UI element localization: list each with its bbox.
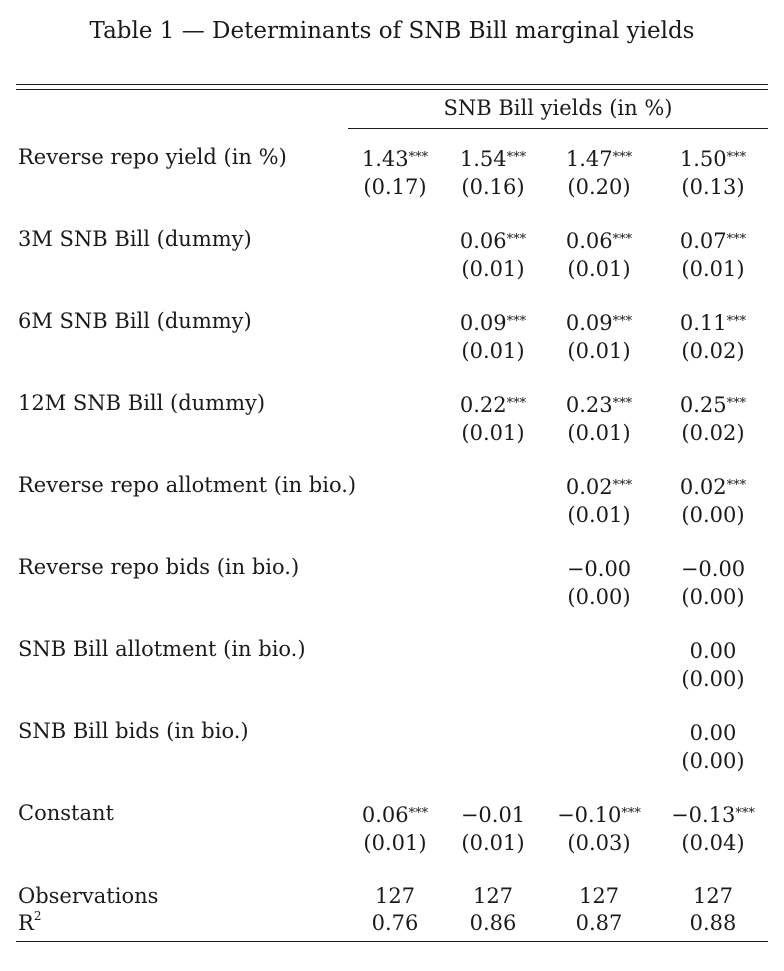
coefficient-cell bbox=[438, 145, 548, 201]
coefficient-line bbox=[544, 391, 654, 419]
coefficient-cell bbox=[658, 719, 768, 775]
coefficient-line bbox=[544, 801, 654, 829]
coefficient-value: 0.25 bbox=[679, 393, 727, 417]
row-label: Reverse repo bids (in bio.) bbox=[18, 555, 300, 579]
significance-stars: *** bbox=[726, 396, 747, 411]
significance-stars: *** bbox=[612, 314, 633, 329]
standard-error: (0.20) bbox=[567, 175, 631, 199]
standard-error: (0.00) bbox=[681, 667, 745, 691]
coefficient-value: 0.00 bbox=[689, 721, 737, 745]
coefficient-cell bbox=[340, 145, 450, 201]
significance-stars: *** bbox=[408, 806, 429, 821]
standard-error: (0.01) bbox=[567, 421, 631, 445]
coefficient-cell bbox=[438, 391, 548, 447]
header-underline bbox=[348, 128, 768, 129]
coefficient-cell bbox=[658, 309, 768, 365]
r-squared-label: $R^2$ bbox=[18, 909, 42, 935]
table-caption: Table 1 — Determinants of SNB Bill marginal yields bbox=[89, 18, 695, 44]
table-row bbox=[0, 719, 784, 779]
coefficient-line bbox=[438, 801, 548, 829]
r-squared-value: 0.76 bbox=[371, 911, 419, 935]
observations-value: 127 bbox=[472, 884, 514, 908]
significance-stars: *** bbox=[726, 232, 747, 247]
coefficient-value: 1.47 bbox=[565, 147, 613, 171]
row-label: Reverse repo yield (in %) bbox=[18, 145, 287, 169]
significance-stars: *** bbox=[621, 806, 641, 821]
standard-error: (0.00) bbox=[681, 749, 745, 773]
top-rule-1 bbox=[16, 84, 768, 85]
bottom-rule bbox=[16, 941, 768, 942]
coefficient-value: 0.22 bbox=[459, 393, 507, 417]
standard-error: (0.02) bbox=[681, 339, 745, 363]
standard-error: (0.16) bbox=[461, 175, 525, 199]
standard-error: (0.00) bbox=[681, 585, 745, 609]
coefficient-cell bbox=[544, 391, 654, 447]
coefficient-cell bbox=[658, 227, 768, 283]
coefficient-line bbox=[658, 637, 768, 665]
table-row bbox=[0, 391, 784, 451]
standard-error: (0.17) bbox=[363, 175, 427, 199]
top-rule-2 bbox=[16, 89, 768, 90]
coefficient-value: 0.06 bbox=[361, 803, 409, 827]
row-label: 6M SNB Bill (dummy) bbox=[18, 309, 252, 333]
significance-stars: *** bbox=[612, 396, 633, 411]
coefficient-cell bbox=[438, 801, 548, 857]
significance-stars: *** bbox=[506, 232, 527, 247]
coefficient-line bbox=[438, 309, 548, 337]
significance-stars: *** bbox=[726, 150, 747, 165]
r-squared-value: 0.88 bbox=[689, 911, 737, 935]
significance-stars: *** bbox=[735, 806, 755, 821]
standard-error: (0.13) bbox=[681, 175, 745, 199]
coefficient-cell bbox=[544, 473, 654, 529]
row-label: Constant bbox=[18, 801, 114, 825]
coefficient-line bbox=[544, 145, 654, 173]
coefficient-line bbox=[658, 145, 768, 173]
table-row bbox=[0, 637, 784, 697]
standard-error: (0.01) bbox=[567, 339, 631, 363]
coefficient-line bbox=[658, 227, 768, 255]
coefficient-line bbox=[658, 473, 768, 501]
significance-stars: *** bbox=[726, 314, 747, 329]
observations-value: 127 bbox=[692, 884, 734, 908]
coefficient-value: 0.23 bbox=[565, 393, 613, 417]
coefficient-line bbox=[658, 719, 768, 747]
standard-error: (0.04) bbox=[681, 831, 745, 855]
coefficient-cell bbox=[658, 637, 768, 693]
coefficient-line bbox=[438, 391, 548, 419]
coefficient-value: 0.00 bbox=[689, 639, 737, 663]
row-label: Reverse repo allotment (in bio.) bbox=[18, 473, 357, 497]
coefficient-value: 0.09 bbox=[459, 311, 507, 335]
coefficient-value: −0.00 bbox=[566, 557, 632, 581]
standard-error: (0.00) bbox=[567, 585, 631, 609]
coefficient-value: −0.01 bbox=[460, 803, 526, 827]
significance-stars: *** bbox=[506, 314, 527, 329]
table-row bbox=[0, 473, 784, 533]
standard-error: (0.01) bbox=[461, 421, 525, 445]
coefficient-cell bbox=[658, 391, 768, 447]
coefficient-cell bbox=[544, 309, 654, 365]
coefficient-value: 1.50 bbox=[679, 147, 727, 171]
table-row bbox=[0, 801, 784, 861]
coefficient-cell bbox=[544, 555, 654, 611]
coefficient-cell bbox=[438, 309, 548, 365]
row-label: 12M SNB Bill (dummy) bbox=[18, 391, 266, 415]
significance-stars: *** bbox=[612, 232, 633, 247]
coefficient-value: 0.02 bbox=[565, 475, 613, 499]
coefficient-cell bbox=[658, 555, 768, 611]
coefficient-line bbox=[544, 473, 654, 501]
coefficient-value: −0.00 bbox=[680, 557, 746, 581]
significance-stars: *** bbox=[408, 150, 429, 165]
standard-error: (0.01) bbox=[461, 257, 525, 281]
coefficient-value: 0.06 bbox=[459, 229, 507, 253]
table-row bbox=[0, 145, 784, 205]
table-row bbox=[0, 227, 784, 287]
observations-value: 127 bbox=[578, 884, 620, 908]
coefficient-line bbox=[544, 309, 654, 337]
standard-error: (0.01) bbox=[363, 831, 427, 855]
coefficient-cell bbox=[438, 227, 548, 283]
standard-error: (0.03) bbox=[567, 831, 631, 855]
standard-error: (0.01) bbox=[461, 831, 525, 855]
coefficient-value: −0.13 bbox=[671, 803, 736, 827]
coefficient-value: −0.10 bbox=[557, 803, 622, 827]
coefficient-line bbox=[544, 227, 654, 255]
coefficient-value: 1.54 bbox=[459, 147, 507, 171]
table-row bbox=[0, 309, 784, 369]
standard-error: (0.01) bbox=[567, 503, 631, 527]
coefficient-value: 0.11 bbox=[679, 311, 727, 335]
row-label: 3M SNB Bill (dummy) bbox=[18, 227, 252, 251]
coefficient-cell bbox=[658, 145, 768, 201]
significance-stars: *** bbox=[612, 150, 633, 165]
coefficient-cell bbox=[340, 801, 450, 857]
significance-stars: *** bbox=[726, 478, 747, 493]
significance-stars: *** bbox=[506, 396, 527, 411]
significance-stars: *** bbox=[506, 150, 527, 165]
coefficient-cell bbox=[658, 473, 768, 529]
table-row bbox=[0, 555, 784, 615]
r-squared-value: 0.87 bbox=[575, 911, 623, 935]
standard-error: (0.01) bbox=[461, 339, 525, 363]
observations-label: Observations bbox=[18, 884, 159, 908]
coefficient-value: 1.43 bbox=[361, 147, 409, 171]
coefficient-line bbox=[658, 801, 768, 829]
coefficient-cell bbox=[544, 801, 654, 857]
coefficient-value: 0.07 bbox=[679, 229, 727, 253]
coefficient-line bbox=[340, 801, 450, 829]
standard-error: (0.00) bbox=[681, 503, 745, 527]
coefficient-line bbox=[438, 145, 548, 173]
coefficient-line bbox=[658, 555, 768, 583]
coefficient-value: 0.02 bbox=[679, 475, 727, 499]
r-squared-value: 0.86 bbox=[469, 911, 517, 935]
coefficient-line bbox=[658, 391, 768, 419]
row-label: SNB Bill allotment (in bio.) bbox=[18, 637, 306, 661]
standard-error: (0.01) bbox=[681, 257, 745, 281]
coefficient-cell bbox=[544, 145, 654, 201]
observations-value: 127 bbox=[374, 884, 416, 908]
row-label: SNB Bill bids (in bio.) bbox=[18, 719, 249, 743]
coefficient-value: 0.06 bbox=[565, 229, 613, 253]
coefficient-line bbox=[658, 309, 768, 337]
standard-error: (0.02) bbox=[681, 421, 745, 445]
coefficient-cell bbox=[544, 227, 654, 283]
coefficient-line bbox=[438, 227, 548, 255]
coefficient-cell bbox=[658, 801, 768, 857]
coefficient-line bbox=[544, 555, 654, 583]
standard-error: (0.01) bbox=[567, 257, 631, 281]
significance-stars: *** bbox=[612, 478, 633, 493]
column-group-header: SNB Bill yields (in %) bbox=[443, 96, 673, 120]
coefficient-value: 0.09 bbox=[565, 311, 613, 335]
coefficient-line bbox=[340, 145, 450, 173]
